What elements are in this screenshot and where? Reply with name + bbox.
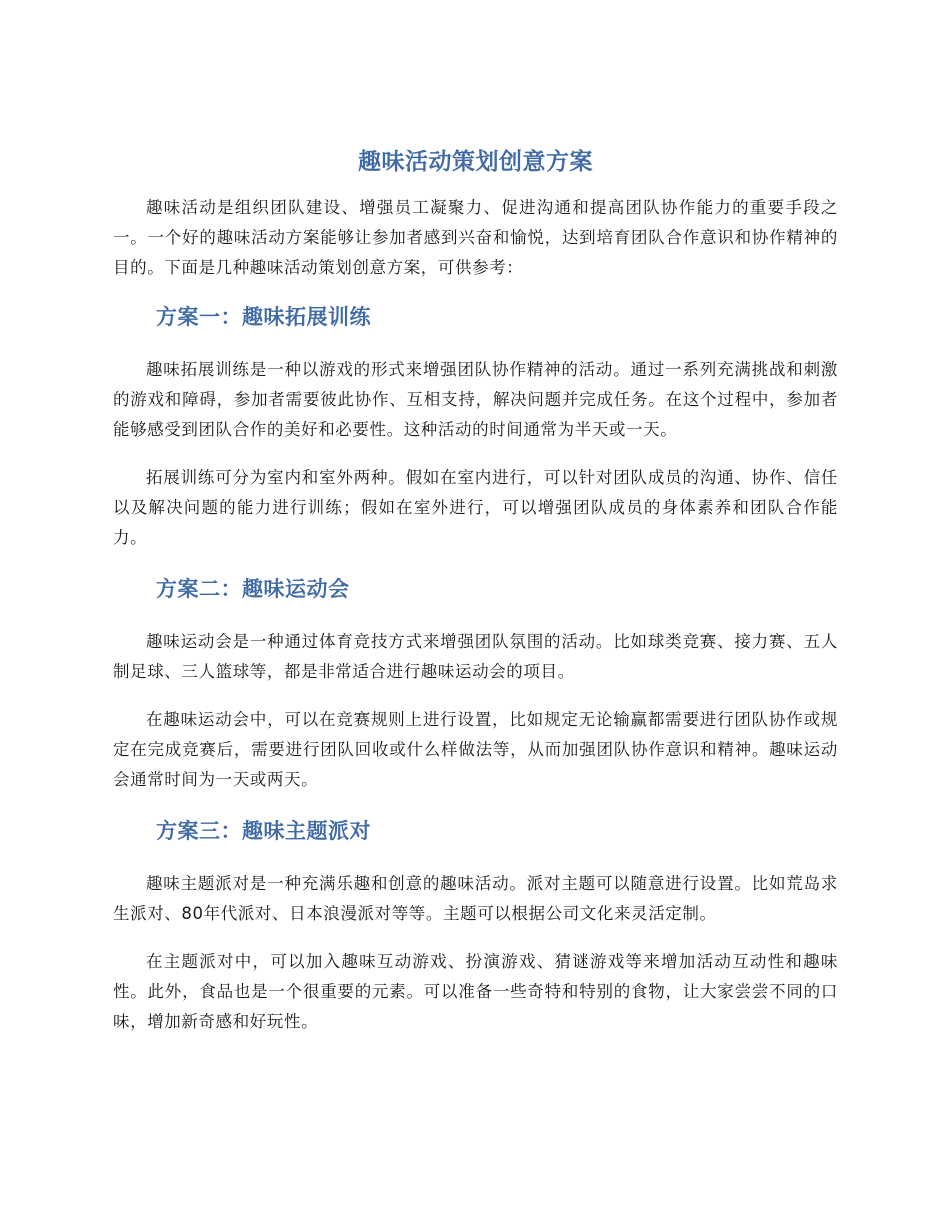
- section-plan-3: [113, 815, 838, 1037]
- section-plan-1: [113, 301, 838, 553]
- section-paragraph: 在趣味运动会中，可以在竞赛规则上进行设置，比如规定无论输赢都需要进行团队协作或规定在完成竞赛后，需要进行团队回收或什么样做法等，从而加强团队协作意识和精神。趣味运动会通常时间为一天或两天。: [113, 710, 838, 789]
- section-plan-2: [113, 573, 838, 795]
- section-paragraph: 趣味运动会是一种通过体育竞技方式来增强团队氛围的活动。比如球类竞赛、接力赛、五人制足球、三人篮球等，都是非常适合进行趣味运动会的项目。: [113, 632, 838, 681]
- section-heading: 方案三：趣味主题派对: [156, 819, 371, 843]
- section-paragraph: 趣味主题派对是一种充满乐趣和创意的趣味活动。派对主题可以随意进行设置。比如荒岛求生派对、80年代派对、日本浪漫派对等等。主题可以根据公司文化来灵活定制。: [113, 874, 838, 923]
- intro-paragraph: 趣味活动是组织团队建设、增强员工凝聚力、促进沟通和提高团队协作能力的重要手段之一。一个好的趣味活动方案能够让参加者感到兴奋和愉悦，达到培育团队合作意识和协作精神的目的。下面是几种趣味活动策划创意方案，可供参考：: [113, 198, 838, 277]
- section-heading: 方案一：趣味拓展训练: [156, 305, 371, 329]
- section-paragraph: 在主题派对中，可以加入趣味互动游戏、扮演游戏、猜谜游戏等来增加活动互动性和趣味性。此外，食品也是一个很重要的元素。可以准备一些奇特和特别的食物，让大家尝尝不同的口味，增加新奇感和好玩性。: [113, 952, 838, 1031]
- section-heading: 方案二：趣味运动会: [156, 577, 350, 601]
- section-paragraph: 趣味拓展训练是一种以游戏的形式来增强团队协作精神的活动。通过一系列充满挑战和刺激的游戏和障碍，参加者需要彼此协作、互相支持，解决问题并完成任务。在这个过程中，参加者能够感受到团队合作的美好和必要性。这种活动的时间通常为半天或一天。: [113, 360, 838, 439]
- section-paragraph: 拓展训练可分为室内和室外两种。假如在室内进行，可以针对团队成员的沟通、协作、信任以及解决问题的能力进行训练；假如在室外进行，可以增强团队成员的身体素养和团队合作能力。: [113, 468, 838, 547]
- document-title: 趣味活动策划创意方案: [358, 149, 593, 175]
